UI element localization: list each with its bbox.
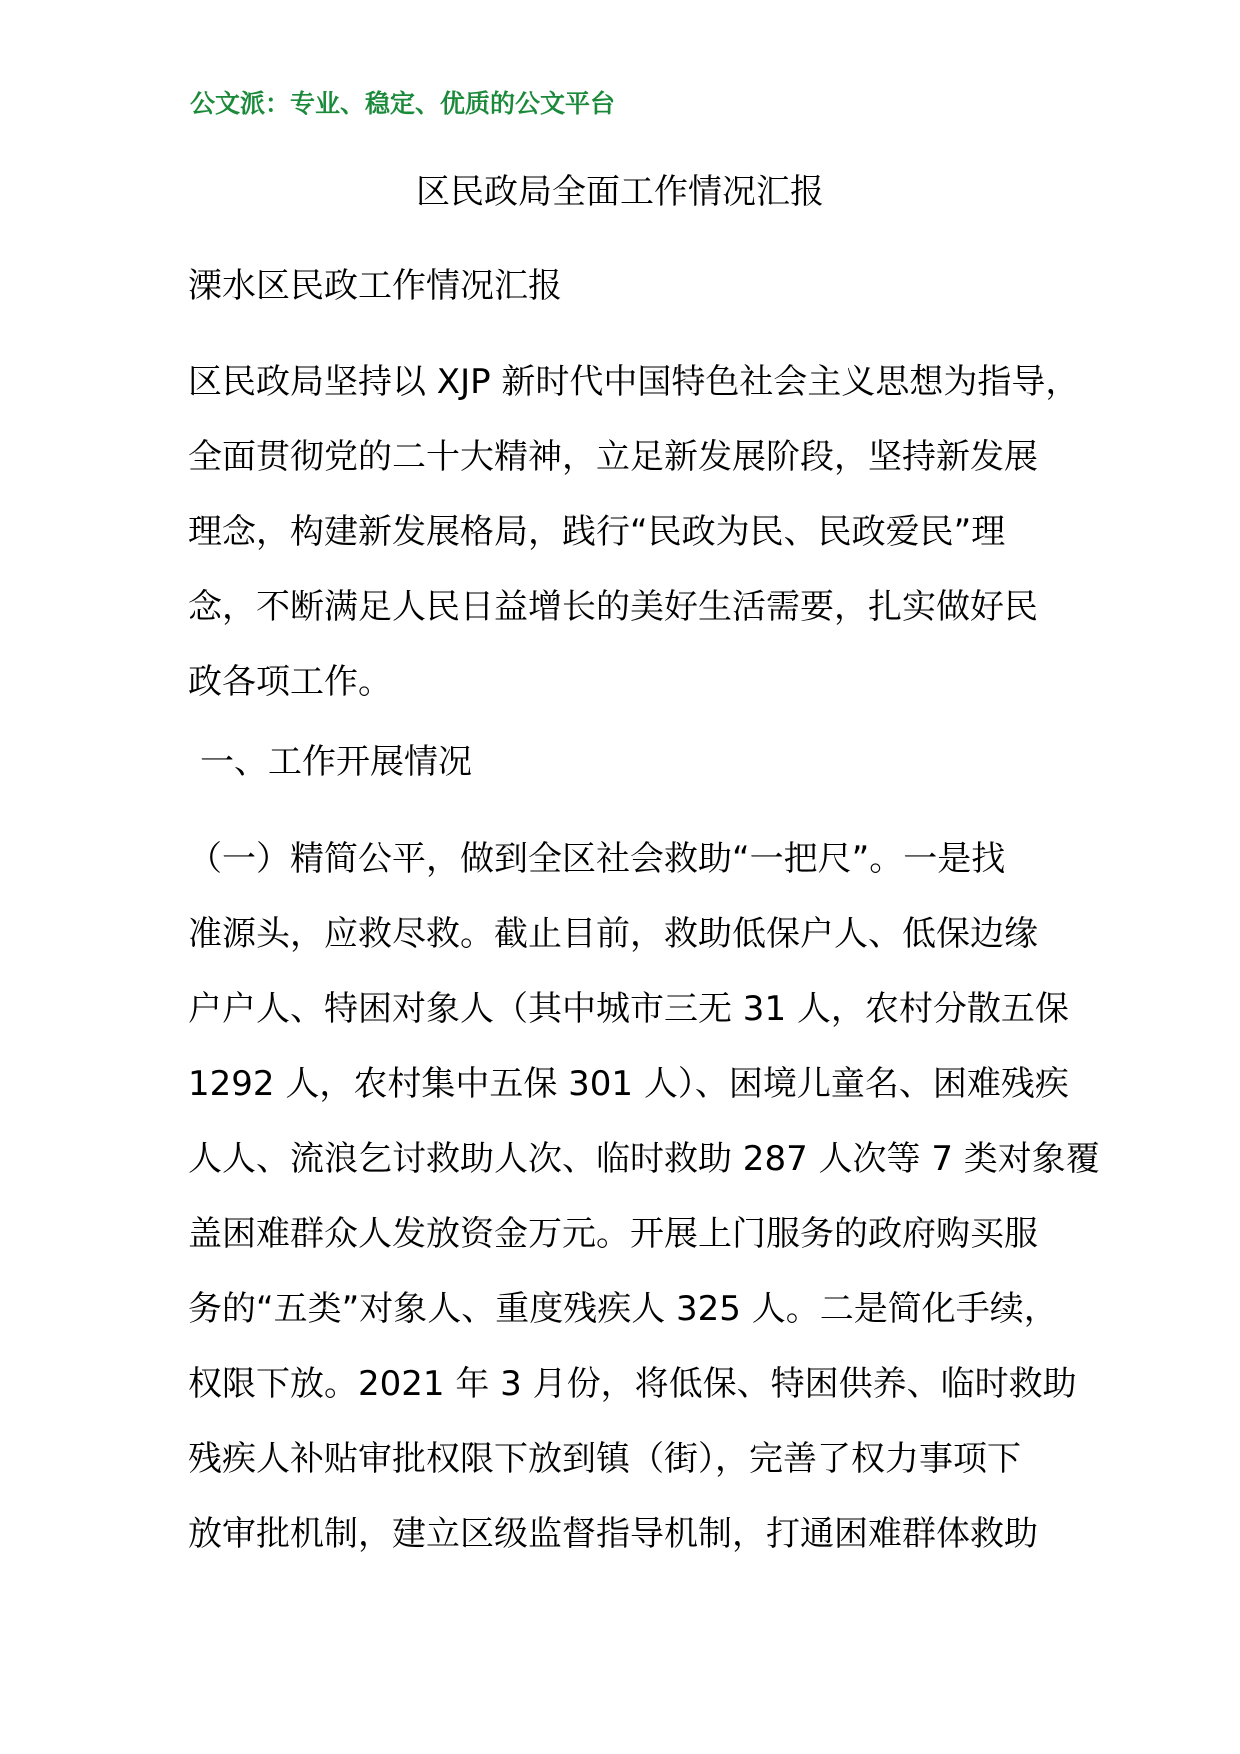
paragraph-line: 务的“五类”对象人、重度残疾人 325 人。二是简化手续，: [188, 1289, 1058, 1329]
paragraph-line: 盖困难群众人发放资金万元。开展上门服务的政府购买服: [188, 1214, 1038, 1254]
paragraph-line: 残疾人补贴审批权限下放到镇（街），完善了权力事项下: [188, 1439, 1021, 1479]
paragraph-line: 准源头，应救尽救。截止目前，救助低保户人、低保边缘: [188, 914, 1038, 954]
paragraph-line: 户户人、特困对象人（其中城市三无 31 人，农村分散五保: [188, 989, 1069, 1029]
document-title: 区民政局全面工作情况汇报: [416, 172, 824, 212]
paragraph-line: 全面贯彻党的二十大精神，立足新发展阶段，坚持新发展: [188, 437, 1038, 477]
paragraph-line: 放审批机制，建立区级监督指导机制，打通困难群体救助: [188, 1514, 1038, 1554]
paragraph-line: 人人、流浪乞讨救助人次、临时救助 287 人次等 7 类对象覆: [188, 1139, 1100, 1179]
paragraph-line: 政各项工作。: [188, 662, 392, 702]
paragraph-intro: [188, 345, 1080, 720]
paragraph-line: （一）精简公平，做到全区社会救助“一把尺”。一是找: [188, 839, 1006, 879]
paragraph-line: 理念，构建新发展格局，践行“民政为民、民政爱民”理: [188, 512, 1006, 552]
paragraph-line: 1292 人，农村集中五保 301 人）、困境儿童名、困难残疾: [188, 1064, 1069, 1104]
paragraph-line: 念，不断满足人民日益增长的美好生活需要，扎实做好民: [188, 587, 1038, 627]
header-brand: 公文派：专业、稳定、优质的公文平台: [190, 89, 616, 118]
document-subtitle: 溧水区民政工作情况汇报: [188, 266, 562, 306]
paragraph-section-one: [188, 822, 1100, 1572]
paragraph-line: 权限下放。2021 年 3 月份，将低保、特困供养、临时救助: [188, 1364, 1077, 1404]
paragraph-line: 区民政局坚持以 XJP 新时代中国特色社会主义思想为指导，: [188, 362, 1080, 402]
section-heading: 一、工作开展情况: [200, 742, 472, 782]
